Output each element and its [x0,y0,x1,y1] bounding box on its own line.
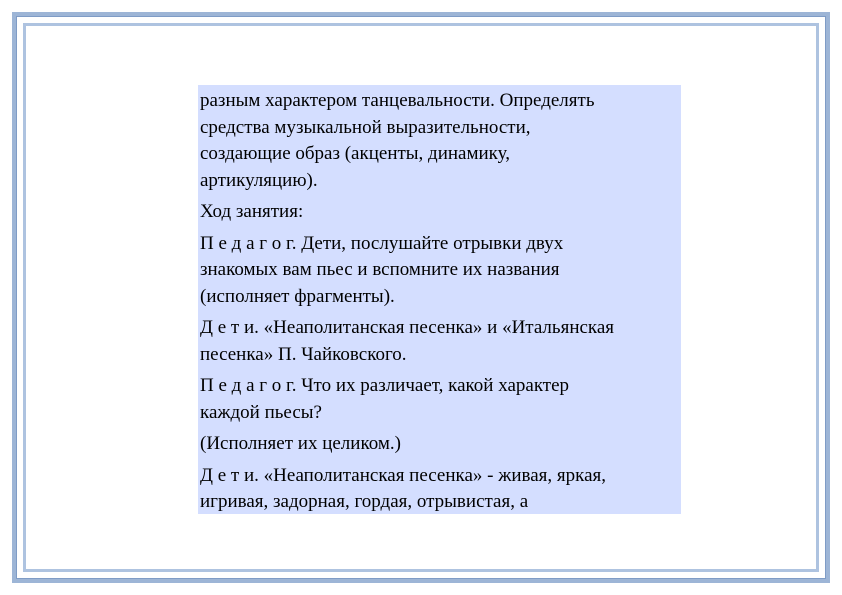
paragraph-goals [200,88,681,194]
text-line: П е д а г о г. Дети, послушайте отрывки двух [200,232,564,254]
text-line: средства музыкальной выразительности, [200,116,531,138]
text-line: игривая, задорная, гордая, отрывистая, а [200,491,529,512]
text-line: знакомых вам пьес и вспомните их названия [200,259,560,280]
text-line: (исполняет фрагменты). [200,285,395,307]
paragraph-teacher-2 [200,373,681,426]
paragraph-stage-direction [200,431,681,458]
paragraph-teacher-1 [200,231,681,311]
text-block [198,85,681,514]
text-line: Д е т и. «Неаполитанская песенка» и «Итальянская [200,317,615,338]
paragraph-children-2 [200,463,681,516]
text-line: П е д а г о г. Что их различает, какой характер [200,375,570,396]
paragraph-lesson-heading [200,199,681,226]
paragraph-children-1 [200,315,681,368]
text-line: артикуляцию). [200,169,318,191]
text-line: создающие образ (акценты, динамику, [200,143,510,164]
text-line: (Исполняет их целиком.) [200,433,401,454]
text-line: каждой пьесы? [200,401,322,423]
text-line: песенка» П. Чайковского. [200,343,407,365]
text-line: Д е т и. «Неаполитанская песенка» - живая, яркая, [200,464,607,486]
text-line: разным характером танцевальности. Определять [200,90,595,111]
text-line: Ход занятия: [200,201,304,222]
